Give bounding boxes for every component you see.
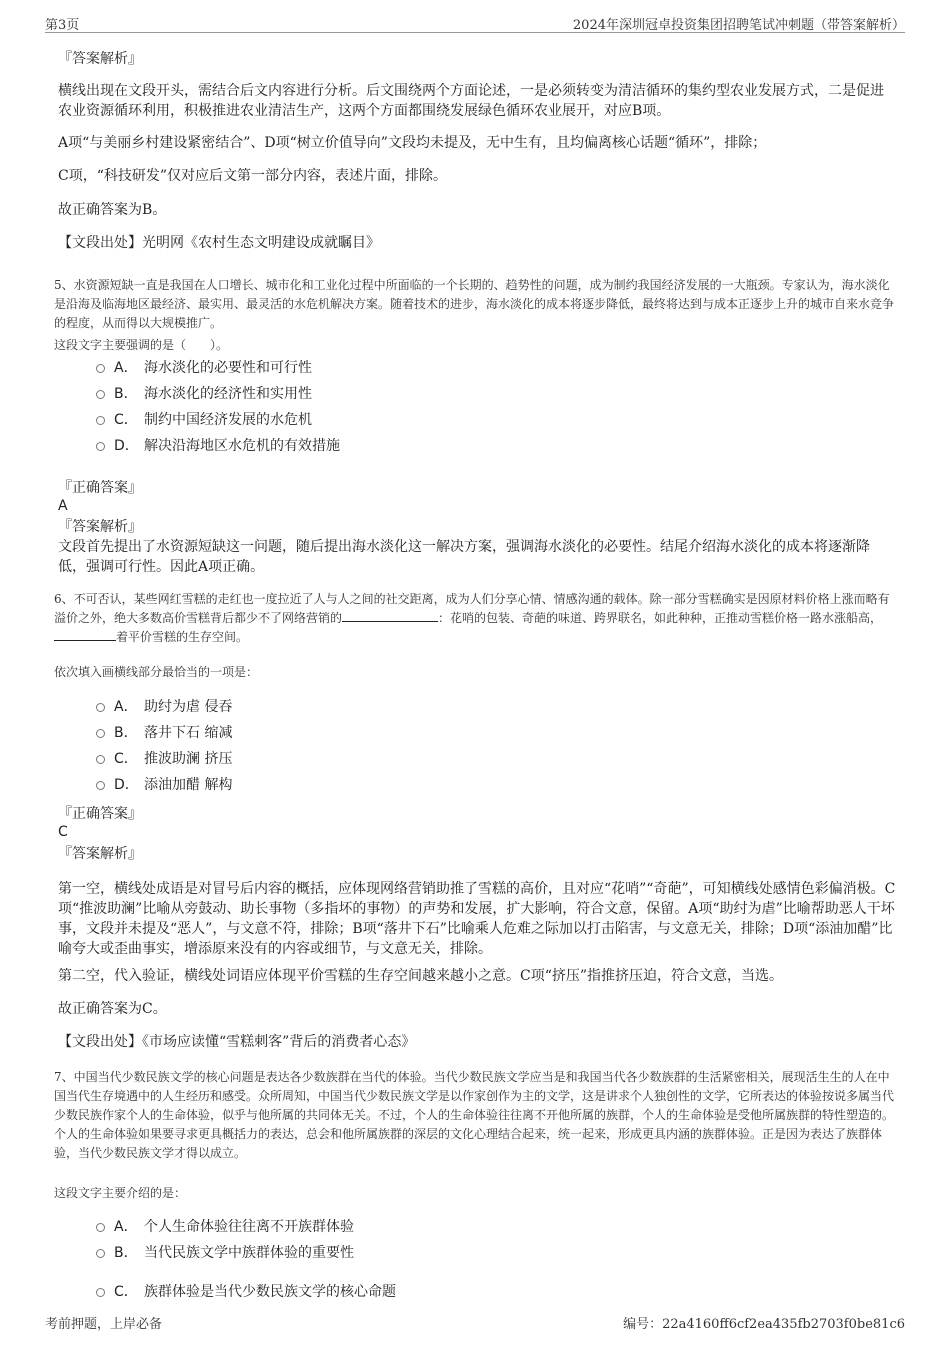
source-citation: 【文段出处】《市场应读懂“雪糕刺客”背后的消费者心态》 <box>58 1034 416 1050</box>
analysis-paragraph: 横线出现在文段开头，需结合后文内容进行分析。后文围绕两个方面论述，一是必须转变为清洁循环的集约型农业发展方式，二是促进农业资源循环利用，积极推进农业清洁生产，这两个方面都围绕发展绿色循环农业展开，对应B项。 <box>58 83 884 119</box>
footer-slogan: 考前押题，上岸必备 <box>45 1317 163 1332</box>
analysis-conclusion: 故正确答案为C。 <box>58 1001 167 1017</box>
radio-button[interactable] <box>96 364 105 373</box>
option-b[interactable]: B． 当代民族文学中族群体验的重要性 <box>96 1243 354 1263</box>
option-b[interactable]: B． 落井下石 缩减 <box>96 723 232 743</box>
analysis-label: 『答案解析』 <box>58 519 142 535</box>
radio-button[interactable] <box>96 703 105 712</box>
radio-button[interactable] <box>96 755 105 764</box>
question-stem: 6、不可否认，某些网红雪糕的走红也一度拉近了人与人之间的社交距离，成为人们分享心情、情感沟通的载体。除一部分雪糕确实是因原材料价格上涨而略有溢价之外，绝大多数高价雪糕背后都少不了网络营销的 ：花哨的包装、奇葩的味道、跨界联名，如此种种，正推动雪糕价格一路水涨船高，着平价雪糕的生存空间。 <box>54 592 890 644</box>
document-title: 2024年深圳冠卓投资集团招聘笔试冲刺题（带答案解析） <box>572 18 905 33</box>
radio-button[interactable] <box>96 442 105 451</box>
question-stem: 5、水资源短缺一直是我国在人口增长、城市化和工业化过程中所面临的一个长期的、趋势性的问题，成为制约我国经济发展的一大瓶颈。专家认为，海水淡化是沿海及临海地区最经济、最实用、最灵活的水危机解决方案。随着技术的进步，海水淡化的成本将逐步降低，最终将达到与成本正逐步上升的城市自来水竞争的程度，从而得以大规模推广。 <box>54 278 895 330</box>
fill-blank <box>342 609 438 622</box>
option-a[interactable]: A． 个人生命体验往往离不开族群体验 <box>96 1217 354 1237</box>
header-divider <box>45 32 905 33</box>
answer-label: 『正确答案』 <box>58 480 142 496</box>
radio-button[interactable] <box>96 729 105 738</box>
option-c[interactable]: C． 制约中国经济发展的水危机 <box>96 410 312 430</box>
question-prompt: 这段文字主要强调的是（ ）。 <box>54 338 229 352</box>
option-a[interactable]: A． 海水淡化的必要性和可行性 <box>96 358 312 378</box>
analysis-paragraph: A项“与美丽乡村建设紧密结合”、D项“树立价值导向”文段均未提及，无中生有，且均偏离核心话题“循环”，排除； <box>58 135 767 151</box>
question-prompt: 这段文字主要介绍的是： <box>54 1186 187 1200</box>
radio-button[interactable] <box>96 1288 105 1297</box>
source-citation: 【文段出处】光明网《农村生态文明建设成就瞩目》 <box>58 235 380 251</box>
analysis-label: 『答案解析』 <box>58 51 142 67</box>
option-c[interactable]: C． 推波助澜 挤压 <box>96 749 232 769</box>
fill-blank <box>54 628 116 641</box>
page-number: 第3页 <box>45 18 80 33</box>
radio-button[interactable] <box>96 416 105 425</box>
option-d[interactable]: D． 添油加醋 解构 <box>96 775 232 795</box>
analysis-paragraph: 第一空，横线处成语是对冒号后内容的概括，应体现网络营销助推了雪糕的高价，且对应“花哨”“奇葩”，可知横线处感情色彩偏消极。C项“推波助澜”比喻从旁鼓动、助长事物（多指坏的事物）的声势和发展，扩大影响，符合文意，保留。A项“助纣为虐”比喻帮助恶人干坏事，文段并未提及“恶人”，与文意不符，排除；B项“落井下石”比喻乘人危难之际加以打击陷害，与文意无关，排除；D项“添油加醋”比喻夸大或歪曲事实，增添原来没有的内容或细节，与文意无关，排除。 <box>58 881 896 957</box>
document-id: 编号：22a4160ff6cf2ea435fb2703f0be81c6 <box>623 1317 905 1332</box>
analysis-paragraph: C项，“科技研发”仅对应后文第一部分内容，表述片面，排除。 <box>58 168 448 184</box>
analysis-label: 『答案解析』 <box>58 846 142 862</box>
option-d[interactable]: D． 解决沿海地区水危机的有效措施 <box>96 436 340 456</box>
radio-button[interactable] <box>96 781 105 790</box>
radio-button[interactable] <box>96 1249 105 1258</box>
question-stem: 7、中国当代少数民族文学的核心问题是表达各少数族群在当代的体验。当代少数民族文学应当是和我国当代各少数族群的生活紧密相关，展现活生生的人在中国当代生存境遇中的人生经历和感受。众所周知，中国当代少数民族文学是以作家创作为主的文学，这是讲求个人独创性的文学，它所表达的体验按说多属当代少数民族作家个人的生命体验，似乎与他所属的共同体无关。不过，个人的生命体验往往离不开他所属的族群，个人的生命体验是受他所属族群的特性塑造的。个人的生命体验如果要寻求更具概括力的表达，总会和他所属族群的深层的文化心理结合起来，统一起来，形成更具内涵的族群体验。正是因为表达了族群体验，当代少数民族文学才得以成立。 <box>54 1070 895 1160</box>
radio-button[interactable] <box>96 1223 105 1232</box>
option-c[interactable]: C． 族群体验是当代少数民族文学的核心命题 <box>96 1282 396 1302</box>
option-b[interactable]: B． 海水淡化的经济性和实用性 <box>96 384 312 404</box>
question-prompt: 依次填入画横线部分最恰当的一项是： <box>54 665 259 679</box>
option-a[interactable]: A． 助纣为虐 侵吞 <box>96 697 232 717</box>
analysis-paragraph: 第二空，代入验证，横线处词语应体现平价雪糕的生存空间越来越小之意。C项“挤压”指推挤压迫，符合文意，当选。 <box>58 968 784 984</box>
correct-answer: A <box>58 498 68 514</box>
answer-label: 『正确答案』 <box>58 806 142 822</box>
correct-answer: C <box>58 824 68 840</box>
analysis-paragraph: 文段首先提出了水资源短缺这一问题，随后提出海水淡化这一解决方案，强调海水淡化的必要性。结尾介绍海水淡化的成本将逐渐降低，强调可行性。因此A项正确。 <box>58 539 870 575</box>
analysis-conclusion: 故正确答案为B。 <box>58 202 167 218</box>
radio-button[interactable] <box>96 390 105 399</box>
